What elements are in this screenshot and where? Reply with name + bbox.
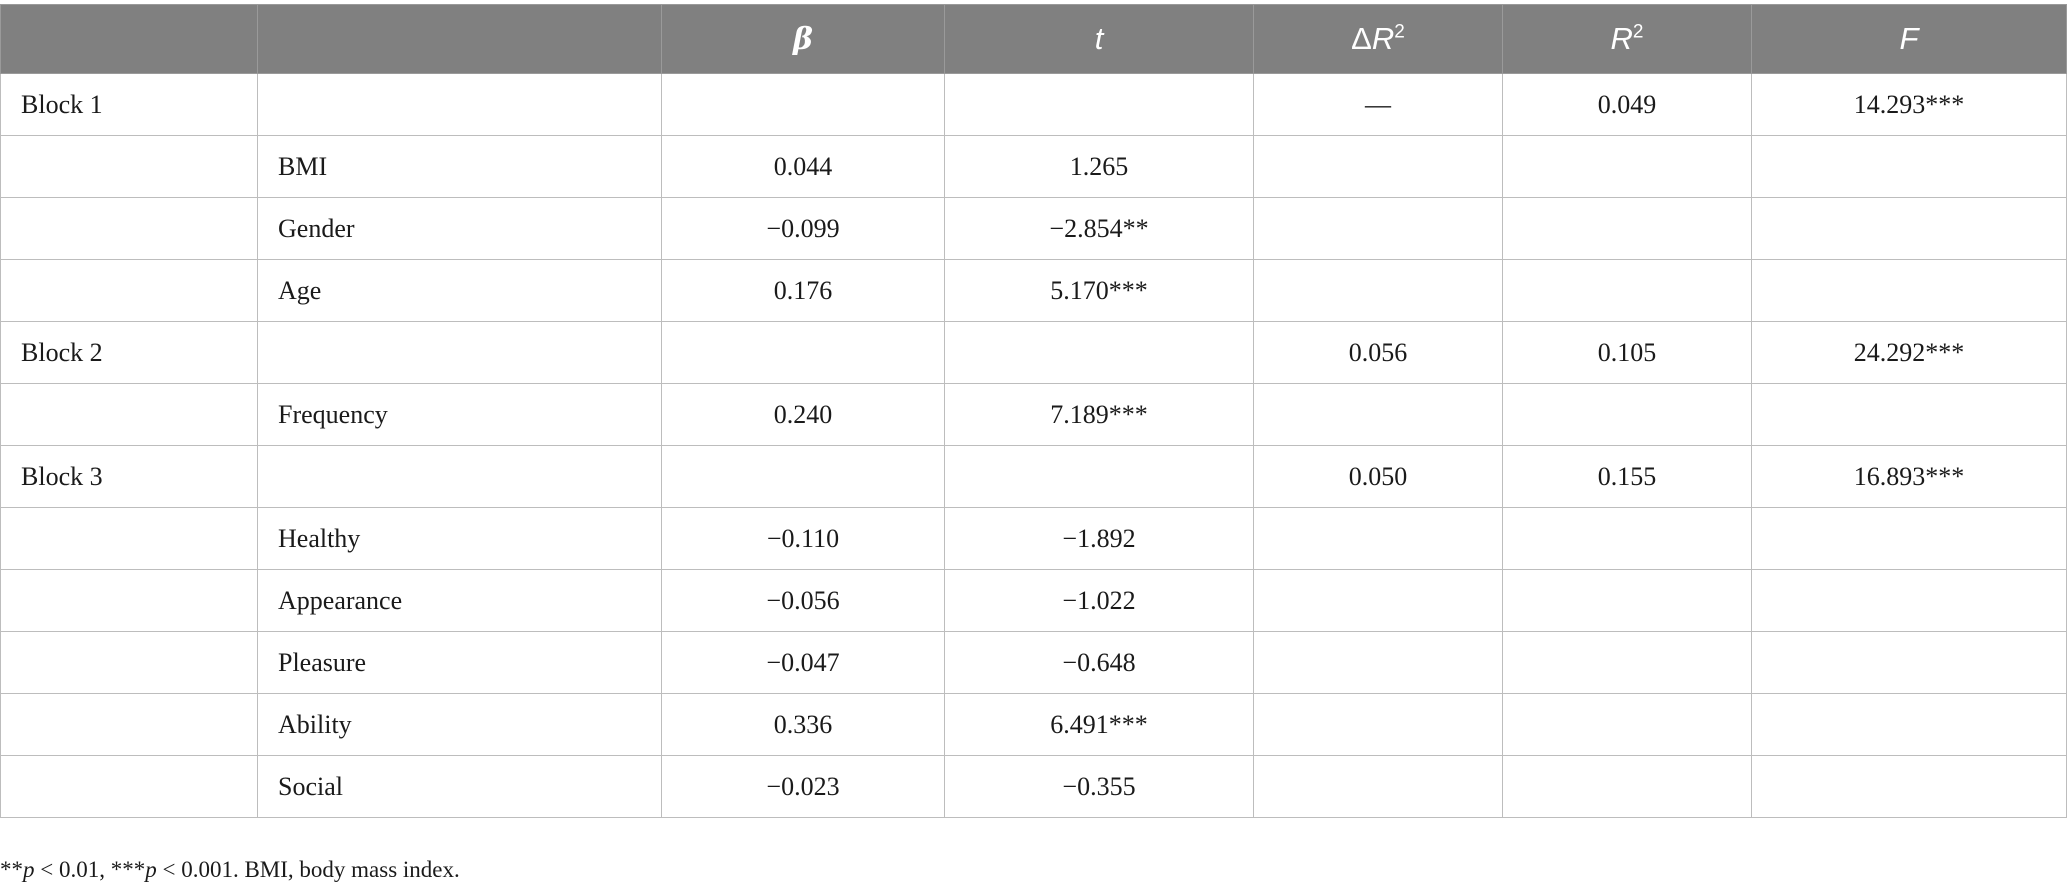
header-r2-r: R <box>1610 21 1633 56</box>
r2-cell <box>1503 694 1752 756</box>
beta-cell: −0.023 <box>662 756 945 818</box>
table-body <box>1 74 2067 818</box>
delta-r2-cell <box>1254 260 1503 322</box>
table-row <box>1 198 2067 260</box>
variable-cell: Age <box>258 260 662 322</box>
r2-cell <box>1503 756 1752 818</box>
variable-cell: Social <box>258 756 662 818</box>
f-cell <box>1752 756 2067 818</box>
table-row <box>1 322 2067 384</box>
block-cell <box>1 756 258 818</box>
f-cell: 16.893*** <box>1752 446 2067 508</box>
block-cell <box>1 198 258 260</box>
beta-cell: 0.176 <box>662 260 945 322</box>
variable-cell <box>258 446 662 508</box>
f-cell <box>1752 508 2067 570</box>
beta-cell: −0.099 <box>662 198 945 260</box>
f-cell <box>1752 260 2067 322</box>
header-delta-r: R <box>1371 21 1395 56</box>
header-r2 <box>1503 5 1752 74</box>
r2-cell: 0.155 <box>1503 446 1752 508</box>
delta-r2-cell: — <box>1254 74 1503 136</box>
variable-cell <box>258 322 662 384</box>
r2-cell <box>1503 508 1752 570</box>
regression-table-container <box>0 4 2067 818</box>
block-cell: Block 3 <box>1 446 258 508</box>
variable-cell: Pleasure <box>258 632 662 694</box>
t-cell <box>945 74 1254 136</box>
delta-r2-cell <box>1254 508 1503 570</box>
beta-cell <box>662 322 945 384</box>
block-cell <box>1 260 258 322</box>
header-beta: β <box>662 5 945 74</box>
delta-r2-cell <box>1254 136 1503 198</box>
f-cell <box>1752 570 2067 632</box>
block-cell <box>1 632 258 694</box>
delta-r2-cell <box>1254 198 1503 260</box>
table-row <box>1 136 2067 198</box>
t-cell: −0.648 <box>945 632 1254 694</box>
delta-r2-cell <box>1254 694 1503 756</box>
header-block-empty <box>1 5 258 74</box>
table-footnote <box>0 857 460 883</box>
r2-cell <box>1503 384 1752 446</box>
block-cell <box>1 508 258 570</box>
footnote-text-2: < 0.001. BMI, body mass index. <box>156 857 460 882</box>
f-cell: 14.293*** <box>1752 74 2067 136</box>
beta-cell: 0.336 <box>662 694 945 756</box>
block-cell: Block 1 <box>1 74 258 136</box>
delta-r2-cell: 0.056 <box>1254 322 1503 384</box>
footnote-text-1: < 0.01, <box>34 857 111 882</box>
header-r2-sup: 2 <box>1632 21 1644 43</box>
table-row <box>1 446 2067 508</box>
block-cell: Block 2 <box>1 322 258 384</box>
header-delta-sup: 2 <box>1394 21 1405 43</box>
delta-r2-cell <box>1254 756 1503 818</box>
t-cell: 1.265 <box>945 136 1254 198</box>
table-row <box>1 508 2067 570</box>
footnote-stars-3: *** <box>110 857 146 882</box>
f-cell <box>1752 694 2067 756</box>
variable-cell: Frequency <box>258 384 662 446</box>
footnote-p-2: p <box>145 857 157 882</box>
table-row <box>1 632 2067 694</box>
t-cell: −1.892 <box>945 508 1254 570</box>
variable-cell: Ability <box>258 694 662 756</box>
r2-cell <box>1503 136 1752 198</box>
t-cell: 7.189*** <box>945 384 1254 446</box>
table-row <box>1 384 2067 446</box>
table-row <box>1 756 2067 818</box>
header-delta-r2 <box>1254 5 1503 74</box>
variable-cell: Appearance <box>258 570 662 632</box>
header-t: t <box>945 5 1254 74</box>
t-cell: −1.022 <box>945 570 1254 632</box>
beta-cell <box>662 446 945 508</box>
r2-cell <box>1503 260 1752 322</box>
block-cell <box>1 136 258 198</box>
t-cell: 6.491*** <box>945 694 1254 756</box>
table-row <box>1 260 2067 322</box>
beta-cell: −0.047 <box>662 632 945 694</box>
f-cell <box>1752 136 2067 198</box>
block-cell <box>1 570 258 632</box>
table-header <box>1 5 2067 74</box>
delta-r2-cell: 0.050 <box>1254 446 1503 508</box>
table-row <box>1 74 2067 136</box>
block-cell <box>1 384 258 446</box>
beta-cell <box>662 74 945 136</box>
t-cell: −0.355 <box>945 756 1254 818</box>
footnote-stars-2: ** <box>0 857 23 882</box>
block-cell <box>1 694 258 756</box>
delta-r2-cell <box>1254 632 1503 694</box>
beta-cell: −0.110 <box>662 508 945 570</box>
r2-cell: 0.105 <box>1503 322 1752 384</box>
t-cell: −2.854** <box>945 198 1254 260</box>
r2-cell <box>1503 198 1752 260</box>
f-cell: 24.292*** <box>1752 322 2067 384</box>
f-cell <box>1752 632 2067 694</box>
r2-cell <box>1503 570 1752 632</box>
f-cell <box>1752 198 2067 260</box>
table-row <box>1 570 2067 632</box>
variable-cell: Healthy <box>258 508 662 570</box>
beta-cell: 0.044 <box>662 136 945 198</box>
header-variable-empty <box>258 5 662 74</box>
beta-cell: −0.056 <box>662 570 945 632</box>
t-cell: 5.170*** <box>945 260 1254 322</box>
delta-r2-cell <box>1254 570 1503 632</box>
f-cell <box>1752 384 2067 446</box>
beta-cell: 0.240 <box>662 384 945 446</box>
delta-r2-cell <box>1254 384 1503 446</box>
t-cell <box>945 446 1254 508</box>
r2-cell: 0.049 <box>1503 74 1752 136</box>
header-f: F <box>1752 5 2067 74</box>
variable-cell: BMI <box>258 136 662 198</box>
r2-cell <box>1503 632 1752 694</box>
table-row <box>1 694 2067 756</box>
variable-cell <box>258 74 662 136</box>
header-row <box>1 5 2067 74</box>
t-cell <box>945 322 1254 384</box>
header-delta-symbol: Δ <box>1351 21 1372 56</box>
footnote-p-1: p <box>23 857 35 882</box>
regression-table <box>0 4 2067 818</box>
variable-cell: Gender <box>258 198 662 260</box>
